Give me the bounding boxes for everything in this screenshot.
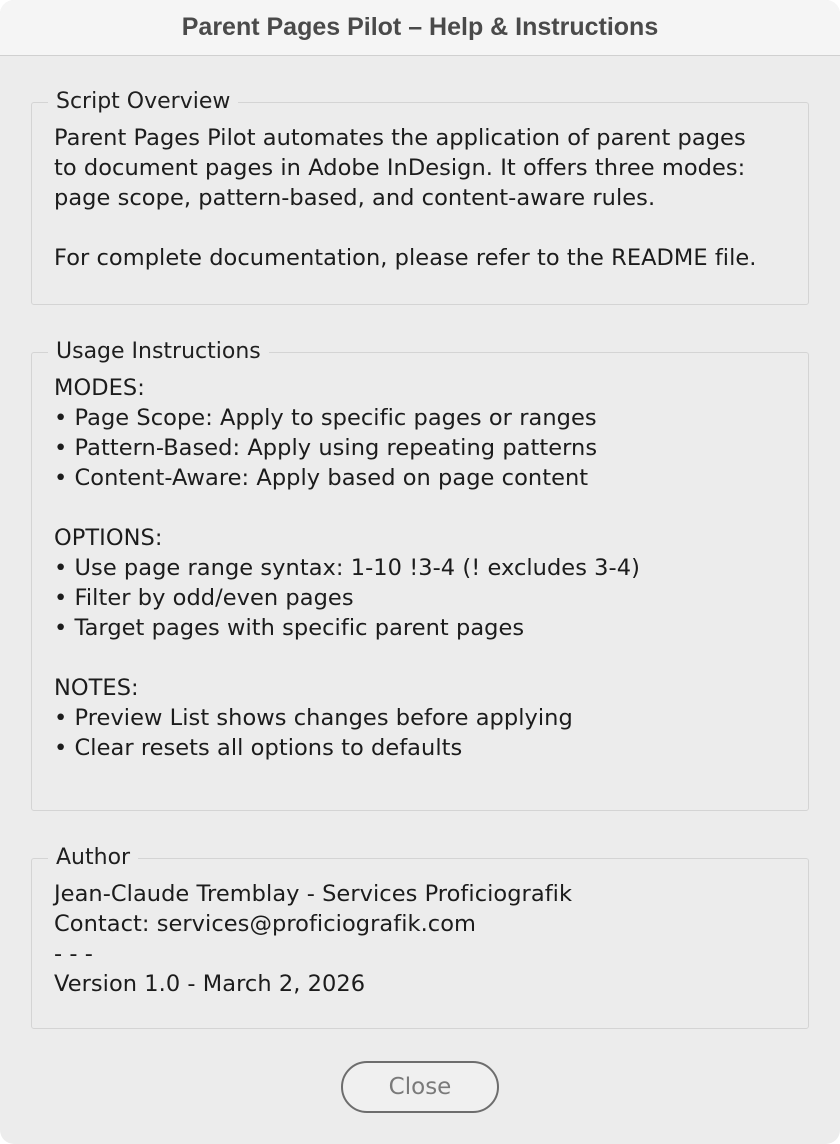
author-contact: Contact: services@proficiografik.com — [54, 911, 476, 937]
title-bar[interactable] — [0, 0, 840, 56]
window-title: Parent Pages Pilot – Help & Instructions — [181, 13, 659, 41]
overview-line: page scope, pattern-based, and content-aware rules. — [54, 185, 656, 211]
option-item: • Filter by odd/even pages — [54, 585, 354, 611]
close-button[interactable]: Close — [341, 1061, 499, 1113]
overview-line: to document pages in Adobe InDesign. It offers three modes: — [54, 155, 746, 181]
options-heading: OPTIONS: — [54, 525, 163, 551]
note-item: • Clear resets all options to defaults — [54, 735, 463, 761]
blank-line — [54, 493, 794, 523]
note-item: • Preview List shows changes before applying — [54, 705, 573, 731]
overview-line: For complete documentation, please refer to the README file. — [54, 245, 757, 271]
version-info: Version 1.0 - March 2, 2026 — [54, 971, 366, 997]
blank-line — [54, 213, 794, 243]
script-overview-panel — [31, 89, 809, 305]
author-separator: - - - — [54, 941, 93, 967]
mode-item: • Page Scope: Apply to specific pages or ranges — [54, 405, 597, 431]
overview-line: Parent Pages Pilot automates the application of parent pages — [54, 125, 746, 151]
notes-heading: NOTES: — [54, 675, 139, 701]
usage-instructions-panel — [31, 339, 809, 811]
blank-line — [54, 643, 794, 673]
option-item: • Use page range syntax: 1-10 !3-4 (! excludes 3-4) — [54, 555, 640, 581]
mode-item: • Pattern-Based: Apply using repeating patterns — [54, 435, 598, 461]
script-overview-legend: Script Overview — [48, 87, 238, 117]
author-name: Jean-Claude Tremblay - Services Proficiografik — [54, 881, 573, 907]
author-legend: Author — [48, 843, 138, 873]
modes-heading: MODES: — [54, 375, 145, 401]
script-overview-text — [54, 123, 794, 273]
mode-item: • Content-Aware: Apply based on page content — [54, 465, 589, 491]
option-item: • Target pages with specific parent pages — [54, 615, 525, 641]
author-text — [54, 879, 794, 999]
usage-instructions-legend: Usage Instructions — [48, 337, 269, 367]
author-panel — [31, 845, 809, 1029]
usage-instructions-text — [54, 373, 794, 763]
